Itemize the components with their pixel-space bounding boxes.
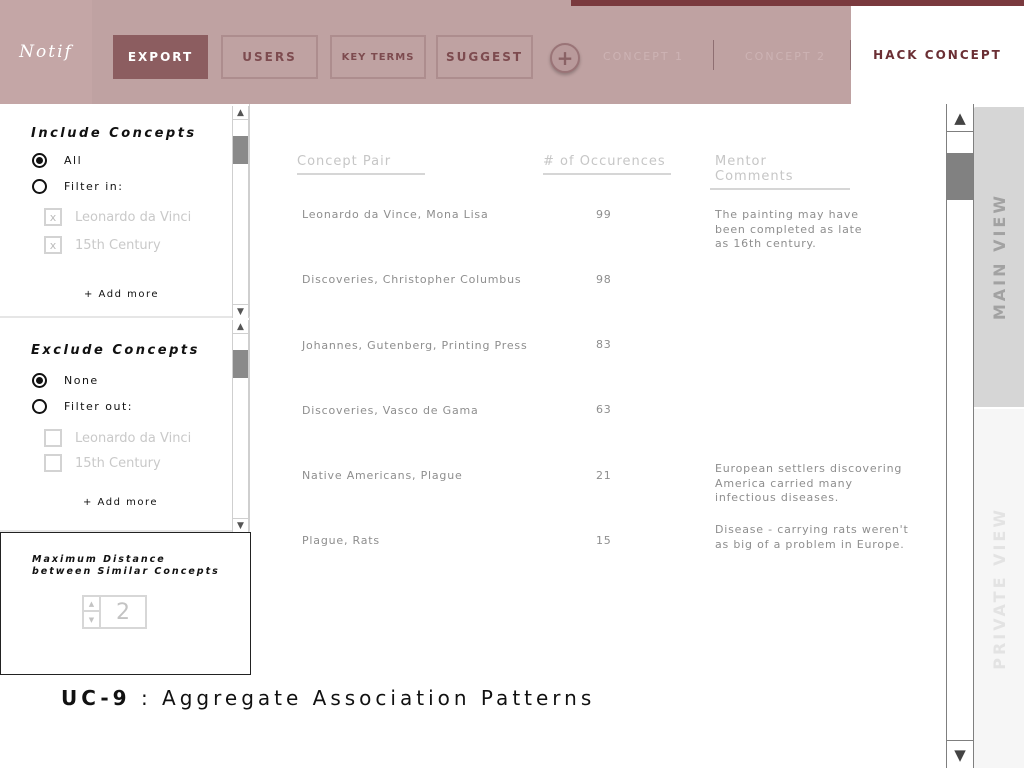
scroll-thumb[interactable] [947, 153, 973, 200]
radio-label: None [64, 374, 99, 387]
occurrence-count-cell: 21 [596, 469, 612, 482]
checkbox-icon: x [44, 236, 62, 254]
scroll-up-arrow-icon[interactable]: ▲ [947, 104, 973, 132]
tab-concept-1[interactable]: CONCEPT 1 [603, 50, 685, 63]
occurrence-count-cell: 63 [596, 403, 612, 416]
exclude-none-radio[interactable] [32, 373, 99, 388]
tab-hack-concept-label: HACK CONCEPT [873, 48, 1002, 62]
exclude-filter-out-radio[interactable] [32, 399, 133, 414]
mentor-comment-cell [715, 523, 925, 552]
comment-line: European settlers discovering [715, 462, 903, 475]
concept-pair-cell: Leonardo da Vince, Mona Lisa [302, 208, 489, 221]
max-distance-label-line2: between Similar Concepts [32, 566, 220, 577]
include-scrollbar[interactable] [232, 106, 249, 318]
export-button[interactable]: EXPORT [113, 35, 208, 79]
radio-icon [32, 399, 47, 414]
max-distance-label [32, 554, 232, 578]
include-concepts-panel [0, 104, 250, 318]
exclude-item-label: Leonardo da Vinci [75, 430, 192, 446]
scroll-up-arrow-icon[interactable]: ▲ [233, 106, 248, 120]
column-header-concept-pair[interactable]: Concept Pair [297, 154, 425, 175]
comment-line: as 16th century. [715, 237, 817, 250]
checkbox-icon: x [44, 208, 62, 226]
include-item-label: 15th Century [75, 237, 161, 253]
column-header-mentor-comments[interactable]: Mentor Comments [710, 154, 850, 190]
scroll-down-arrow-icon[interactable]: ▼ [233, 518, 248, 532]
tab-divider [713, 40, 714, 70]
tab-private-view-label: PRIVATE VIEW [989, 507, 1009, 670]
radio-label: Filter in: [64, 180, 124, 193]
use-case-code: UC-9 [61, 686, 131, 710]
include-item-label: Leonardo da Vinci [75, 209, 192, 225]
concept-pair-cell: Discoveries, Vasco de Gama [302, 404, 479, 417]
comment-line: infectious diseases. [715, 491, 840, 504]
add-concept-button[interactable] [550, 43, 580, 73]
include-add-more-link[interactable]: + Add more [84, 289, 159, 300]
include-item-leonardo[interactable] [44, 208, 191, 226]
use-case-title: Aggregate Association Patterns [162, 686, 596, 710]
title-separator: : [130, 686, 163, 710]
exclude-scrollbar[interactable] [232, 320, 249, 532]
radio-label: Filter out: [64, 400, 133, 413]
max-distance-label-line1: Maximum Distance [32, 554, 166, 565]
radio-icon [32, 373, 47, 388]
app-logo: Notif [19, 42, 73, 62]
comment-line: Disease - carrying rats weren't [715, 523, 909, 536]
key-terms-button[interactable]: KEY TERMS [330, 35, 426, 79]
concept-pair-cell: Native Americans, Plague [302, 469, 463, 482]
occurrence-count-cell: 15 [596, 534, 612, 547]
radio-label: All [64, 154, 83, 167]
concept-pair-cell: Johannes, Gutenberg, Printing Press [302, 339, 528, 352]
stepper-up-icon[interactable]: ▲ [84, 597, 99, 612]
exclude-concepts-title: Exclude Concepts [31, 343, 200, 358]
exclude-item-label: 15th Century [75, 455, 161, 471]
exclude-concepts-panel [0, 318, 250, 532]
include-all-radio[interactable] [32, 153, 82, 168]
stepper-controls [84, 597, 101, 627]
comment-line: America carried many [715, 476, 853, 490]
occurrence-count-cell: 83 [596, 338, 612, 351]
exclude-item-leonardo[interactable] [44, 429, 191, 447]
comment-line: been completed as late [715, 222, 863, 236]
exclude-add-more-link[interactable]: + Add more [83, 497, 158, 508]
suggest-button[interactable]: SUGGEST [436, 35, 533, 79]
scroll-down-arrow-icon[interactable]: ▼ [947, 740, 973, 768]
page-title [61, 686, 595, 710]
scroll-down-arrow-icon[interactable]: ▼ [233, 304, 248, 318]
comment-line: The painting may have [715, 208, 859, 221]
scroll-up-arrow-icon[interactable]: ▲ [233, 320, 248, 334]
comment-line: as big of a problem in Europe. [715, 537, 905, 551]
tab-main-view-label: MAIN VIEW [989, 193, 1009, 321]
exclude-item-15th-century[interactable] [44, 454, 161, 472]
include-item-15th-century[interactable] [44, 236, 161, 254]
max-distance-value[interactable]: 2 [116, 599, 130, 625]
tab-concept-2[interactable]: CONCEPT 2 [745, 50, 827, 63]
scroll-thumb[interactable] [233, 350, 248, 378]
max-distance-stepper[interactable] [82, 595, 147, 629]
concept-pair-cell: Plague, Rats [302, 534, 380, 547]
include-filter-in-radio[interactable] [32, 179, 123, 194]
concept-pair-cell: Discoveries, Christopher Columbus [302, 273, 522, 286]
occurrence-count-cell: 98 [596, 273, 612, 286]
checkbox-icon [44, 429, 62, 447]
mentor-comment-cell [715, 208, 925, 252]
tab-main-view[interactable] [974, 107, 1024, 407]
radio-icon [32, 153, 47, 168]
occurrence-count-cell: 99 [596, 208, 612, 221]
mentor-comment-cell [715, 462, 925, 506]
logo-box [0, 0, 92, 104]
plus-icon: + [556, 46, 574, 70]
checkbox-icon [44, 454, 62, 472]
tab-hack-concept[interactable] [851, 6, 1024, 104]
radio-icon [32, 179, 47, 194]
scroll-thumb[interactable] [233, 136, 248, 164]
main-scrollbar[interactable] [946, 104, 974, 768]
max-distance-panel [0, 532, 251, 675]
column-header-occurrences[interactable]: # of Occurences [543, 154, 671, 175]
tab-private-view[interactable] [974, 409, 1024, 768]
stepper-down-icon[interactable]: ▼ [88, 615, 95, 624]
users-button[interactable]: USERS [221, 35, 318, 79]
include-concepts-title: Include Concepts [31, 126, 197, 141]
